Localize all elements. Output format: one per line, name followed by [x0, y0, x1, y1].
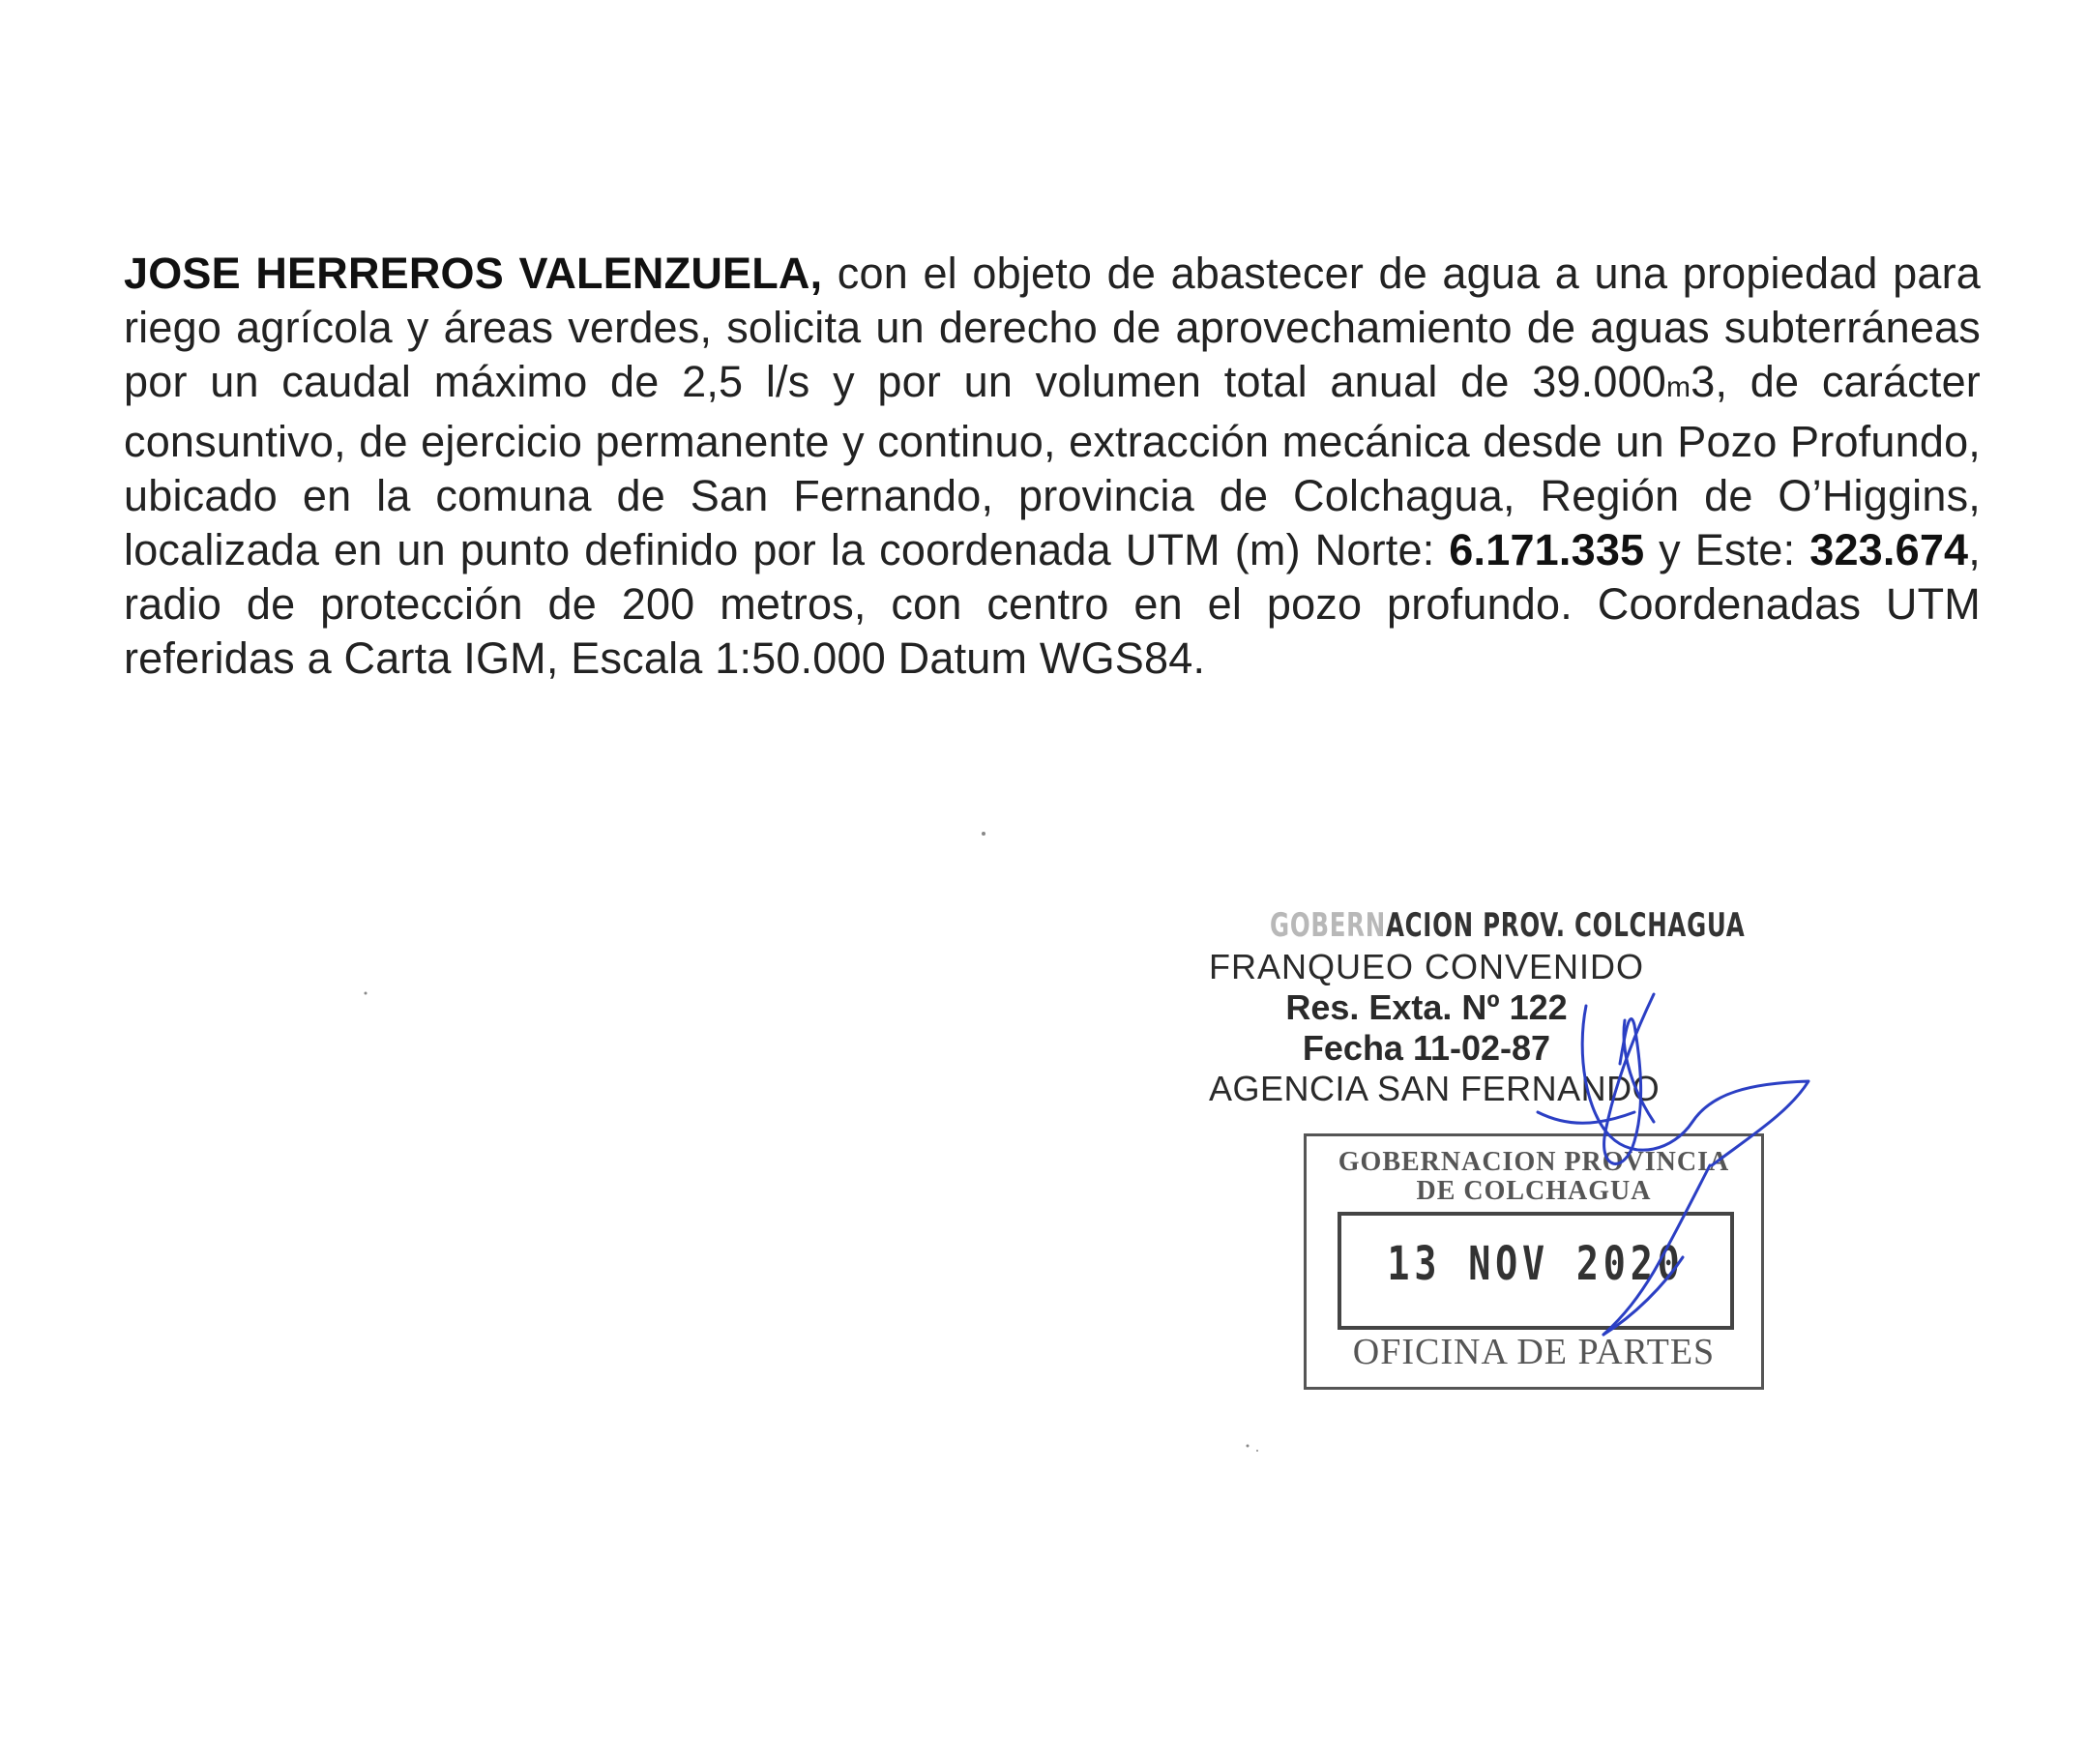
notice-text-part2: 3, de carácter consuntivo, de ejercicio permanente y continuo, extracción mecánica desde un Pozo Profundo, ubicado en la comuna de San Fernando, provincia de Colchagua, Región de O’Higgins, localizada en un punto definido por la coordenada UTM (m) Norte:: [124, 357, 1981, 574]
utm-north-coordinate: 6.171.335: [1449, 525, 1645, 574]
franqueo-line-agency: AGENCIA SAN FERNANDO: [1209, 1069, 1661, 1108]
volume-unit-m: m: [1666, 371, 1691, 403]
franqueo-line-resolution: Res. Exta. Nº 122: [1285, 987, 1568, 1027]
stamp-footer: OFICINA DE PARTES: [1352, 1332, 1716, 1372]
notice-text-part4: , radio de protección de 200 metros, con centro en el pozo profundo. Coordenadas UTM referidas a Carta IGM, Escala 1:50.000 Datum WGS84.: [124, 525, 1981, 683]
utm-east-coordinate: 323.674: [1809, 525, 1969, 574]
franqueo-line-date: Fecha 11-02-87: [1302, 1028, 1551, 1068]
notice-text-part3: y Este:: [1644, 525, 1810, 574]
franqueo-line-gobernacion-faded: GOBERN: [1270, 906, 1386, 945]
applicant-name: JOSE HERREROS VALENZUELA,: [124, 249, 823, 298]
franqueo-line-convenido: FRANQUEO CONVENIDO: [1209, 947, 1645, 986]
notice-text-part1: con el objeto de abastecer de agua a una propiedad para riego agrícola y áreas verdes, solicita un derecho de aprovechamiento de aguas subterráneas por un caudal máximo de 2,5 l/s y por un volumen total anual de 39.000: [124, 249, 1982, 406]
handwritten-signature: [1344, 967, 1828, 1354]
water-rights-notice: [124, 247, 1981, 686]
stamp-received-date: 13 NOV 2020: [1387, 1237, 1685, 1291]
franqueo-line-gobernacion-text: ACION PROV. COLCHAGUA: [1385, 906, 1746, 945]
stamp-header-line2: DE COLCHAGUA: [1416, 1176, 1652, 1206]
stamp-header-line1: GOBERNACION PROVINCIA: [1338, 1147, 1730, 1177]
franqueo-line-gobernacion: [1270, 904, 1746, 947]
